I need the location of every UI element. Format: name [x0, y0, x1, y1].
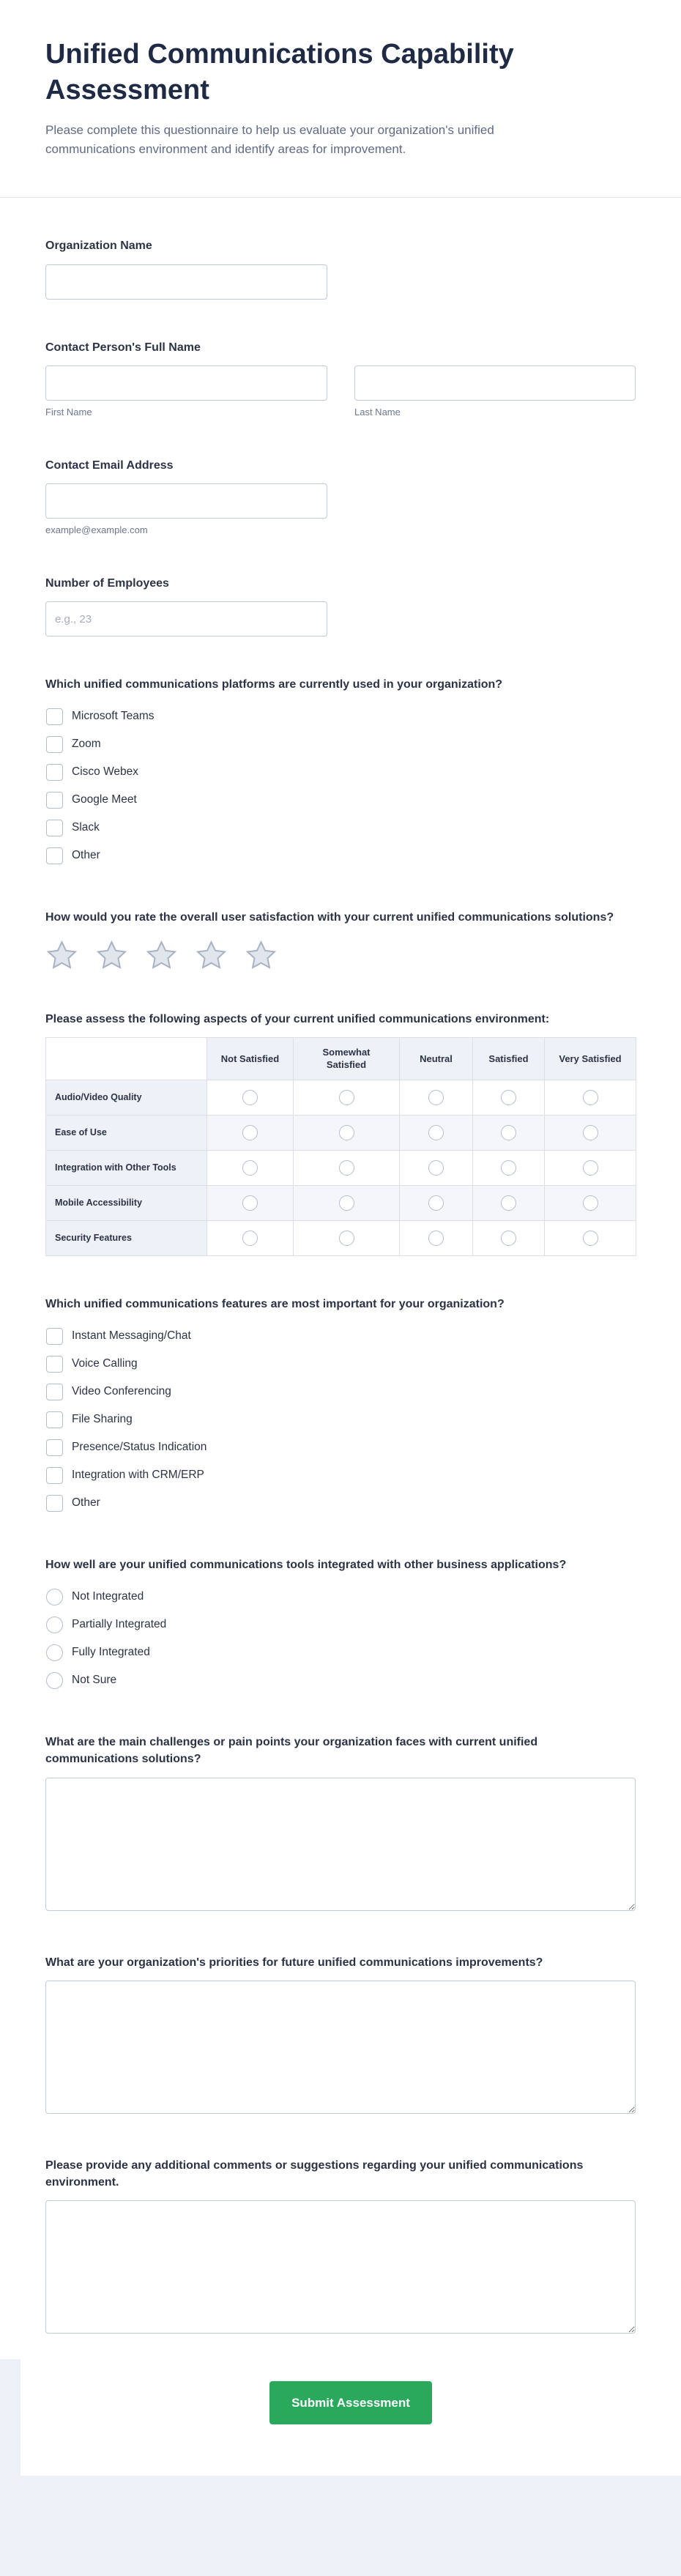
- organization-name-label: Organization Name: [45, 240, 152, 253]
- matrix-radio[interactable]: [339, 1090, 354, 1105]
- checkbox[interactable]: [46, 764, 63, 781]
- first-name-group: [45, 365, 327, 417]
- radio[interactable]: [46, 1672, 63, 1689]
- checkbox-option-other[interactable]: [45, 842, 636, 869]
- question-contact-name: [45, 339, 636, 417]
- comments-question-label: Please provide any additional comments or suggestions regarding your unified communications environment.: [45, 2159, 584, 2189]
- option-label: Partially Integrated: [72, 1618, 167, 1631]
- matrix-radio[interactable]: [583, 1125, 598, 1140]
- checkbox[interactable]: [46, 1328, 63, 1345]
- radio[interactable]: [46, 1644, 63, 1661]
- checkbox-option-zoom[interactable]: [45, 730, 636, 758]
- features-options: [45, 1322, 636, 1517]
- matrix-radio[interactable]: [428, 1195, 444, 1211]
- option-label: Video Conferencing: [72, 1385, 171, 1398]
- matrix-radio[interactable]: [242, 1231, 258, 1246]
- last-name-input[interactable]: [354, 365, 636, 401]
- challenges-question-label: What are the main challenges or pain points your organization faces with current unified communications solutions?: [45, 1736, 538, 1766]
- checkbox-option-video-conferencing[interactable]: [45, 1378, 636, 1406]
- star-icon[interactable]: [45, 940, 78, 971]
- radio-option-fully-integrated[interactable]: [45, 1638, 636, 1666]
- question-priorities: [45, 1954, 636, 2117]
- matrix-corner-cell: [46, 1037, 207, 1080]
- star-icon[interactable]: [245, 940, 278, 971]
- option-label: Not Integrated: [72, 1590, 144, 1603]
- radio[interactable]: [46, 1589, 63, 1606]
- question-satisfaction-rating: [45, 909, 636, 970]
- matrix-row: [46, 1115, 636, 1150]
- checkbox[interactable]: [46, 792, 63, 809]
- option-label: Microsoft Teams: [72, 710, 155, 723]
- page-title: Unified Communications Capability Assessment: [45, 39, 514, 106]
- option-label: Integration with CRM/ERP: [72, 1469, 204, 1482]
- matrix-radio[interactable]: [501, 1125, 516, 1140]
- checkbox[interactable]: [46, 736, 63, 753]
- matrix-radio[interactable]: [339, 1231, 354, 1246]
- option-label: Fully Integrated: [72, 1646, 150, 1659]
- organization-name-input[interactable]: [45, 264, 327, 300]
- platforms-options: [45, 702, 636, 869]
- star-icon[interactable]: [95, 940, 128, 971]
- email-sublabel: example@example.com: [45, 524, 148, 536]
- checkbox-option-other-feature[interactable]: [45, 1489, 636, 1517]
- employees-input[interactable]: [45, 601, 327, 636]
- matrix-row: [46, 1150, 636, 1185]
- checkbox-option-slack[interactable]: [45, 814, 636, 842]
- checkbox-option-google-meet[interactable]: [45, 786, 636, 814]
- matrix-radio[interactable]: [583, 1160, 598, 1176]
- submit-button[interactable]: Submit Assessment: [269, 2381, 432, 2424]
- features-question-label: Which unified communications features are most important for your organization?: [45, 1297, 505, 1310]
- matrix-row: [46, 1220, 636, 1255]
- matrix-radio[interactable]: [242, 1090, 258, 1105]
- radio-option-not-integrated[interactable]: [45, 1583, 636, 1611]
- comments-textarea[interactable]: [45, 2200, 636, 2334]
- question-integration: [45, 1556, 636, 1694]
- option-label: Slack: [72, 821, 100, 834]
- matrix-column-header: Satisfied: [473, 1037, 545, 1080]
- integration-options: [45, 1583, 636, 1694]
- checkbox[interactable]: [46, 1356, 63, 1373]
- option-label: Voice Calling: [72, 1357, 138, 1370]
- matrix-radio[interactable]: [339, 1195, 354, 1211]
- checkbox-option-microsoft-teams[interactable]: [45, 702, 636, 730]
- name-fields-row: [45, 365, 636, 417]
- header-divider: [0, 197, 681, 198]
- radio[interactable]: [46, 1617, 63, 1633]
- email-label: Contact Email Address: [45, 459, 174, 472]
- option-label: Cisco Webex: [72, 765, 139, 779]
- rating-question-label: How would you rate the overall user satisfaction with your current unified communications solutions?: [45, 911, 614, 924]
- matrix-row-header: Mobile Accessibility: [46, 1185, 207, 1220]
- matrix-radio[interactable]: [428, 1160, 444, 1176]
- matrix-radio[interactable]: [339, 1125, 354, 1140]
- challenges-textarea[interactable]: [45, 1778, 636, 1911]
- radio-option-partially-integrated[interactable]: [45, 1611, 636, 1638]
- checkbox-option-cisco-webex[interactable]: [45, 758, 636, 786]
- matrix-radio[interactable]: [583, 1195, 598, 1211]
- matrix-row-header: Integration with Other Tools: [46, 1150, 207, 1185]
- matrix-radio[interactable]: [583, 1231, 598, 1246]
- checkbox[interactable]: [46, 820, 63, 836]
- matrix-table-wrap: [45, 1037, 636, 1256]
- matrix-row: [46, 1185, 636, 1220]
- checkbox[interactable]: [46, 847, 63, 864]
- matrix-radio[interactable]: [501, 1231, 516, 1246]
- question-organization-name: [45, 237, 636, 299]
- matrix-radio[interactable]: [583, 1090, 598, 1105]
- matrix-radio[interactable]: [242, 1125, 258, 1140]
- first-name-input[interactable]: [45, 365, 327, 401]
- contact-name-label: Contact Person's Full Name: [45, 341, 201, 354]
- matrix-column-header: Very Satisfied: [545, 1037, 636, 1080]
- priorities-textarea[interactable]: [45, 1981, 636, 2114]
- question-email: [45, 457, 636, 535]
- matrix-row-header: Audio/Video Quality: [46, 1080, 207, 1115]
- matrix-radio[interactable]: [501, 1090, 516, 1105]
- question-employees: [45, 575, 636, 636]
- option-label: Not Sure: [72, 1674, 117, 1687]
- checkbox[interactable]: [46, 1495, 63, 1512]
- matrix-column-header: Somewhat Satisfied: [294, 1037, 400, 1080]
- option-label: Other: [72, 1496, 100, 1510]
- option-label: Other: [72, 849, 100, 862]
- matrix-radio[interactable]: [428, 1125, 444, 1140]
- question-challenges: [45, 1734, 636, 1914]
- last-name-sublabel: Last Name: [354, 406, 401, 417]
- form-footer: [21, 2359, 681, 2476]
- matrix-row-header: Ease of Use: [46, 1115, 207, 1150]
- option-label: Zoom: [72, 738, 101, 751]
- checkbox[interactable]: [46, 1439, 63, 1456]
- matrix-table: [45, 1037, 636, 1256]
- matrix-radio[interactable]: [501, 1160, 516, 1176]
- platforms-question-label: Which unified communications platforms are currently used in your organization?: [45, 678, 503, 691]
- matrix-row-header: Security Features: [46, 1220, 207, 1255]
- option-label: File Sharing: [72, 1413, 133, 1426]
- checkbox-option-voice-calling[interactable]: [45, 1350, 636, 1378]
- question-comments: [45, 2157, 636, 2337]
- star-icon[interactable]: [195, 940, 228, 971]
- radio-option-not-sure[interactable]: [45, 1666, 636, 1694]
- question-matrix: [45, 1011, 636, 1256]
- option-label: Google Meet: [72, 793, 137, 806]
- integration-question-label: How well are your unified communications tools integrated with other business applications?: [45, 1559, 567, 1572]
- last-name-group: [354, 365, 636, 417]
- matrix-radio[interactable]: [428, 1231, 444, 1246]
- checkbox[interactable]: [46, 1411, 63, 1428]
- matrix-question-label: Please assess the following aspects of your current unified communications environment:: [45, 1012, 550, 1025]
- checkbox[interactable]: [46, 708, 63, 725]
- matrix-row: [46, 1080, 636, 1115]
- matrix-radio[interactable]: [242, 1195, 258, 1211]
- form-subtitle: Please complete this questionnaire to help us evaluate your organization's unified communications environment and identify areas for improvement.: [45, 122, 494, 157]
- checkbox-option-instant-messaging[interactable]: [45, 1322, 636, 1350]
- priorities-question-label: What are your organization's priorities for future unified communications improvements?: [45, 1956, 543, 1969]
- matrix-column-header: Neutral: [400, 1037, 473, 1080]
- employees-label: Number of Employees: [45, 577, 169, 590]
- matrix-column-header: Not Satisfied: [207, 1037, 294, 1080]
- question-features: [45, 1296, 636, 1517]
- email-input[interactable]: [45, 483, 327, 519]
- matrix-radio[interactable]: [501, 1195, 516, 1211]
- checkbox-option-file-sharing[interactable]: [45, 1406, 636, 1433]
- option-label: Presence/Status Indication: [72, 1441, 207, 1454]
- star-icon[interactable]: [145, 940, 178, 971]
- checkbox[interactable]: [46, 1467, 63, 1484]
- checkbox-option-presence-status[interactable]: [45, 1433, 636, 1461]
- form-body: [0, 237, 681, 2337]
- star-rating: [45, 940, 636, 971]
- first-name-sublabel: First Name: [45, 406, 92, 417]
- matrix-radio[interactable]: [242, 1160, 258, 1176]
- matrix-radio[interactable]: [339, 1160, 354, 1176]
- checkbox-option-crm-erp[interactable]: [45, 1461, 636, 1489]
- form-header: [0, 0, 681, 159]
- option-label: Instant Messaging/Chat: [72, 1329, 191, 1343]
- checkbox[interactable]: [46, 1384, 63, 1400]
- question-platforms: [45, 676, 636, 869]
- matrix-radio[interactable]: [428, 1090, 444, 1105]
